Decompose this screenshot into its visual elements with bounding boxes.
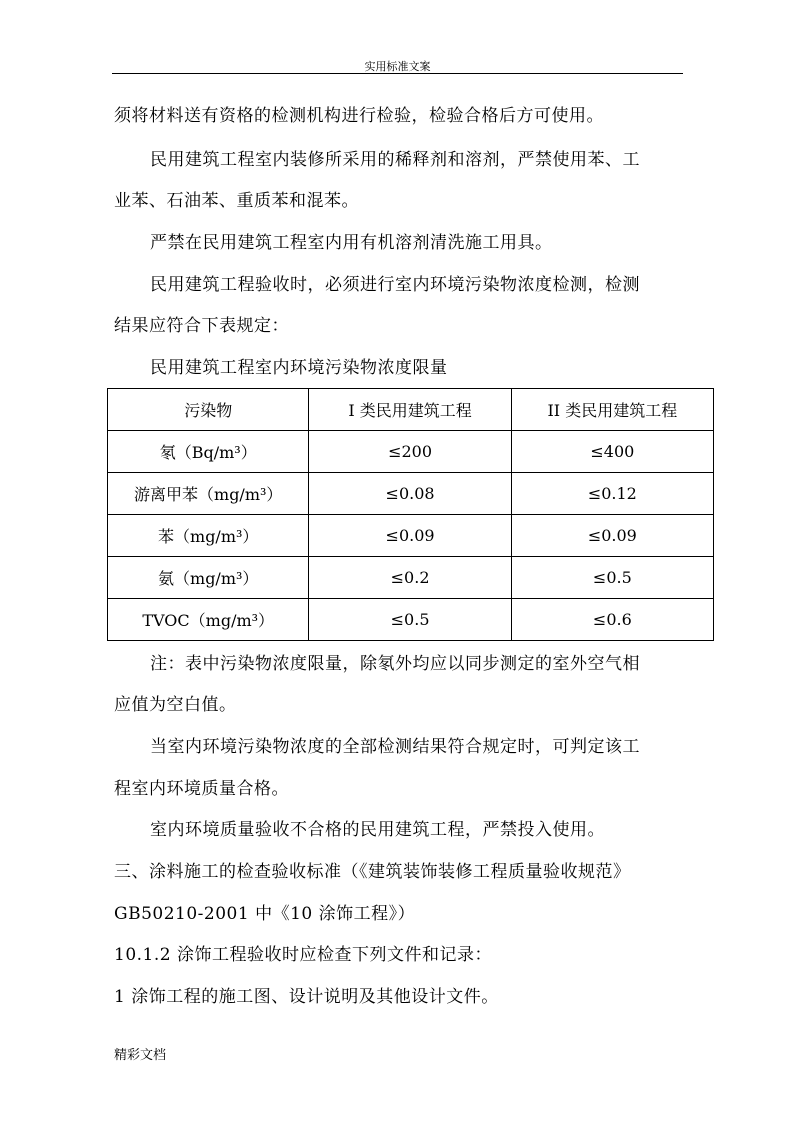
table-cell: ≤400 [511, 431, 713, 473]
table-row [108, 515, 714, 557]
table-caption: 民用建筑工程室内环境污染物浓度限量 [150, 358, 448, 378]
section-heading-line-1: 三、涂料施工的检查验收标准（《建筑装饰装修工程质量验收规范》 [114, 862, 631, 882]
clause-item-1: 1 涂饰工程的施工图、设计说明及其他设计文件。 [114, 987, 499, 1007]
table-cell: 苯（mg/m³） [108, 515, 309, 557]
note-line-2: 应值为空白值。 [114, 695, 237, 715]
table-cell: ≤200 [309, 431, 511, 473]
table-cell: 游离甲苯（mg/m³） [108, 473, 309, 515]
paragraph-4-line-2: 结果应符合下表规定： [114, 316, 289, 336]
table-row [108, 599, 714, 641]
table-cell: ≤0.09 [309, 515, 511, 557]
paragraph-4-line-1: 民用建筑工程验收时，必须进行室内环境污染物浓度检测，检测 [150, 275, 640, 295]
paragraph-1: 须将材料送有资格的检测机构进行检验，检验合格后方可使用。 [114, 106, 604, 126]
paragraph-2-line-2: 业苯、石油苯、重质苯和混苯。 [114, 191, 359, 211]
note-line-1: 注：表中污染物浓度限量，除氡外均应以同步测定的室外空气相 [150, 654, 640, 674]
header-cell-class-1: I 类民用建筑工程 [309, 389, 511, 431]
table-cell: ≤0.08 [309, 473, 511, 515]
header-cell-pollutant: 污染物 [108, 389, 309, 431]
table-row [108, 473, 714, 515]
table-cell: ≤0.09 [511, 515, 713, 557]
header-cell-class-2: II 类民用建筑工程 [511, 389, 713, 431]
paragraph-6: 室内环境质量验收不合格的民用建筑工程，严禁投入使用。 [150, 820, 605, 840]
table-row [108, 431, 714, 473]
paragraph-5-line-2: 程室内环境质量合格。 [114, 779, 289, 799]
table-cell: 氨（mg/m³） [108, 557, 309, 599]
header-divider [112, 73, 683, 74]
page-header: 实用标准文案 [364, 60, 431, 73]
table-row [108, 557, 714, 599]
section-heading-line-2: GB50210-2001 中《10 涂饰工程》） [114, 904, 416, 924]
paragraph-3: 严禁在民用建筑工程室内用有机溶剂清洗施工用具。 [150, 233, 553, 253]
table-cell: ≤0.12 [511, 473, 713, 515]
paragraph-2-line-1: 民用建筑工程室内装修所采用的稀释剂和溶剂，严禁使用苯、工 [150, 150, 640, 170]
table-cell: 氡（Bq/m³） [108, 431, 309, 473]
page-footer: 精彩文档 [114, 1048, 167, 1063]
table-header-row [108, 389, 714, 431]
pollutant-limits-table [107, 388, 714, 641]
table-cell: ≤0.5 [309, 599, 511, 641]
clause-10-1-2: 10.1.2 涂饰工程验收时应检查下列文件和记录： [114, 945, 492, 965]
table-cell: ≤0.2 [309, 557, 511, 599]
paragraph-5-line-1: 当室内环境污染物浓度的全部检测结果符合规定时，可判定该工 [150, 737, 640, 757]
table-cell: TVOC（mg/m³） [108, 599, 309, 641]
table-cell: ≤0.5 [511, 557, 713, 599]
table-cell: ≤0.6 [511, 599, 713, 641]
